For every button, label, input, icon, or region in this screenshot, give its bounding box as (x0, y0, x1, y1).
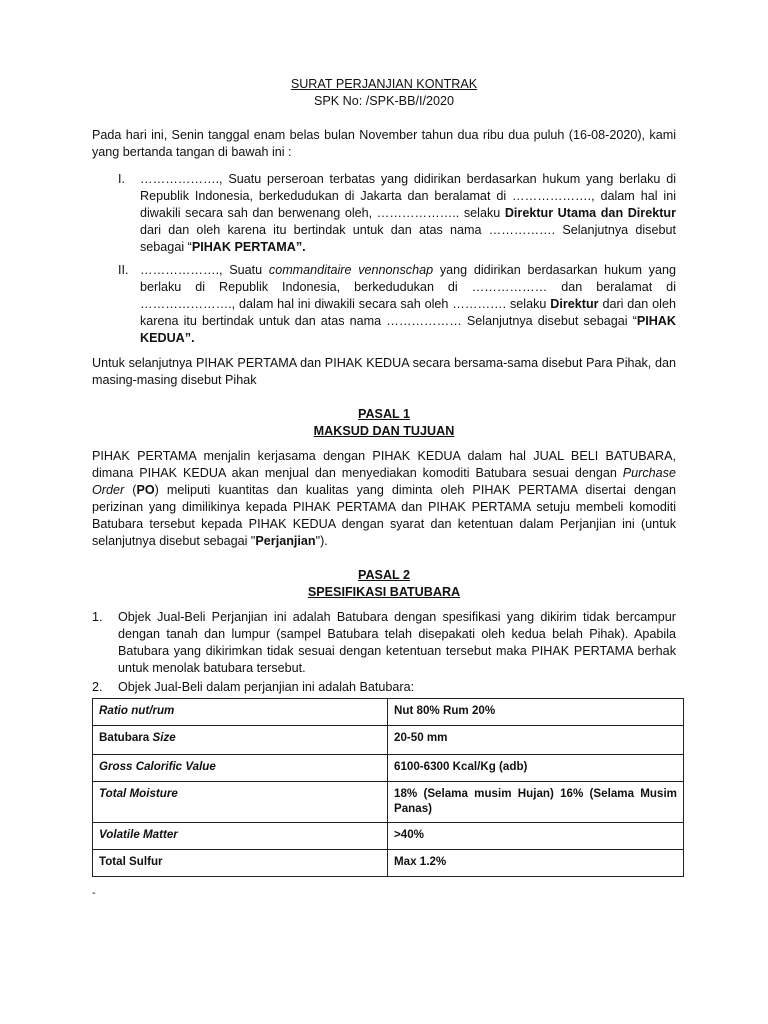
party-first-number: I. (118, 172, 125, 186)
table-row (93, 755, 684, 782)
spec-value: 20-50 mm (388, 726, 684, 755)
party-first-text-2: dari dan oleh karena itu bertindak untuk dan atas nama ……………. Selanjutnya disebut sebagai “ (140, 223, 676, 254)
spec-key: Total Moisture (93, 782, 388, 823)
party-second-text-4: ”. (184, 331, 195, 345)
spec-key-italic: Size (152, 731, 176, 744)
pasal-1-text-3: ) meliputi kuantitas dan kualitas yang diminta oleh PIHAK PERTAMA disertai dengan perizinan yang dimilikinya kepada PIHAK PERTAMA dan PIHAK PERTAMA setuju membeli komoditi Batubara tersebut kepada PIHAK KEDUA dengan syarat dan ketentuan dalam Perjanjian ini (untuk selanjutnya disebut sebagai " (92, 483, 676, 548)
spec-key: Volatile Matter (93, 823, 388, 850)
pasal-1-purchase-order: Purchase Order (92, 466, 676, 497)
table-row (93, 726, 684, 755)
list-item (92, 609, 676, 677)
pasal-2-heading (92, 567, 676, 601)
party-first (92, 171, 676, 256)
joint-parties-paragraph: Untuk selanjutnya PIHAK PERTAMA dan PIHAK KEDUA secara bersama-sama disebut Para Pihak, dan masing-masing disebut Pihak (92, 356, 676, 387)
party-second-text-2: yang didirikan berdasarkan hukum yang berlaku di Republik Indonesia, berkedudukan di ……………… dan beralamat di …………………., dalam hal ini diwakili secara sah oleh …………. selaku (140, 263, 676, 311)
table-row (93, 850, 684, 877)
spk-number: SPK No: /SPK-BB/I/2020 (313, 94, 454, 108)
party-second-role: Direktur (550, 297, 599, 311)
party-second (92, 262, 676, 347)
pasal-1-text-2: ( (124, 483, 137, 497)
spec-key (93, 726, 388, 755)
list-item-text: Objek Jual-Beli dalam perjanjian ini adalah Batubara: (118, 680, 415, 694)
pasal-1-number: PASAL 1 (357, 407, 411, 421)
spec-value: Max 1.2% (388, 850, 684, 877)
pasal-1-po: PO (136, 483, 155, 497)
trailing-mark: - (92, 887, 96, 899)
party-second-text: ………………., Suatu (140, 263, 269, 277)
party-second-entity-type: commanditaire vennonschap (268, 263, 434, 277)
spec-table (92, 698, 684, 877)
party-list (92, 171, 676, 347)
pasal-1-body (92, 448, 676, 550)
pasal-2-title: SPESIFIKASI BATUBARA (307, 585, 461, 599)
list-item-number: 2. (92, 680, 103, 694)
document-title: SURAT PERJANJIAN KONTRAK (290, 77, 478, 91)
pasal-1-heading (92, 406, 676, 440)
spec-value: Nut 80% Rum 20% (388, 699, 684, 726)
spec-key: Gross Calorific Value (93, 755, 388, 782)
spec-value: >40% (388, 823, 684, 850)
document-header (92, 76, 676, 110)
list-item-number: 1. (92, 610, 103, 624)
party-second-name: PIHAK KEDUA (140, 314, 676, 345)
list-item-text: Objek Jual-Beli Perjanjian ini adalah Batubara dengan spesifikasi yang dikirim tidak bercampur dengan tanah dan lumpur (sampel Batubara telah disepakati oleh kedua belah Pihak). Apabila Batubara yang dikirimkan tidak sesuai dengan ketentuan tersebut maka PIHAK PERTAMA berhak untuk menolak batubara tersebut. (118, 610, 676, 675)
table-row (93, 823, 684, 850)
spec-value: 6100-6300 Kcal/Kg (adb) (388, 755, 684, 782)
spec-key: Ratio nut/rum (93, 699, 388, 726)
party-first-name: PIHAK PERTAMA (191, 240, 296, 254)
party-first-text: ………………., Suatu perseroan terbatas yang didirikan berdasarkan hukum yang berlaku di Republik Indonesia, berkedudukan di Jakarta dan beralamat di ………………., dalam hal ini diwakili secara sah dan berwenang oleh, ……………….. selaku (140, 172, 676, 220)
opening-paragraph: Pada hari ini, Senin tanggal enam belas bulan November tahun dua ribu dua puluh (16-08-2020), kami yang bertanda tangan di bawah ini : (92, 128, 676, 159)
pasal-1-text: PIHAK PERTAMA menjalin kerjasama dengan PIHAK KEDUA dalam hal JUAL BELI BATUBARA, dimana PIHAK KEDUA akan menjual dan menyediakan komoditi Batubara sesuai dengan (92, 449, 676, 480)
party-second-number: II. (118, 263, 129, 277)
table-row (93, 699, 684, 726)
party-second-text-3: dari dan oleh karena itu bertindak untuk dan atas nama ……………… Selanjutnya disebut sebagai “ (140, 297, 676, 328)
pasal-2-number: PASAL 2 (357, 568, 411, 582)
party-first-role: Direktur Utama dan Direktur (504, 206, 676, 220)
pasal-1-text-4: "). (315, 534, 328, 548)
spec-key: Total Sulfur (93, 850, 388, 877)
pasal-1-perjanjian: Perjanjian (255, 534, 316, 548)
spec-value: 18% (Selama musim Hujan) 16% (Selama Musim Panas) (388, 782, 684, 823)
pasal-2-list (92, 609, 676, 696)
spec-key-plain: Batubara (99, 731, 153, 744)
party-first-text-3: ”. (295, 240, 306, 254)
table-row (93, 782, 684, 823)
pasal-1-title: MAKSUD DAN TUJUAN (313, 424, 455, 438)
list-item (92, 679, 676, 696)
